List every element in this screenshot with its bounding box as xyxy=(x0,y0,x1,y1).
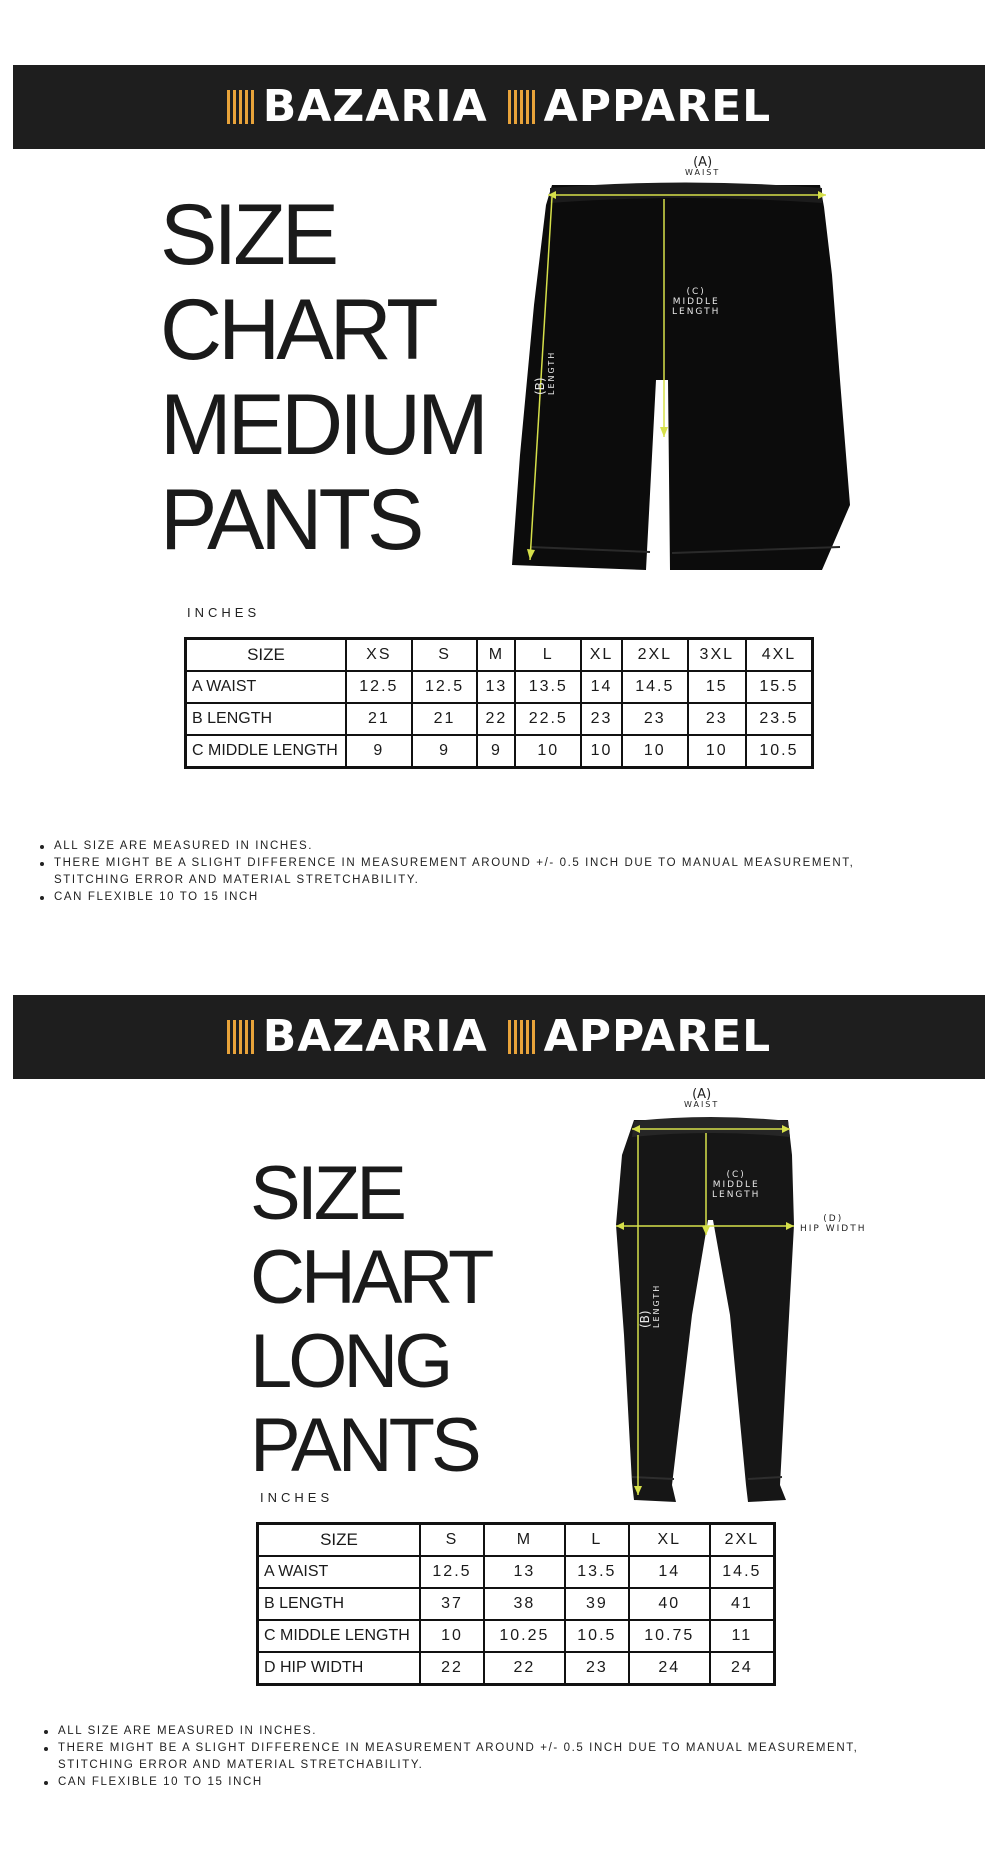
title-line: CHART xyxy=(160,282,435,378)
table-cell: 12.5 xyxy=(420,1556,484,1588)
annotation-letter: (C) xyxy=(726,1170,746,1180)
units-label: INCHES xyxy=(187,605,261,620)
table-row xyxy=(258,1652,775,1685)
long-pants-size-table xyxy=(256,1522,776,1686)
table-cell: 14 xyxy=(581,671,622,703)
table-corner-cell: SIZE xyxy=(258,1524,421,1557)
brand-banner xyxy=(13,995,985,1079)
table-cell: 22 xyxy=(484,1652,565,1685)
table-cell: 10.25 xyxy=(484,1620,565,1652)
brand-word-2: APPAREL xyxy=(543,1011,772,1062)
row-label: C MIDDLE LENGTH xyxy=(186,735,347,768)
table-cell: 24 xyxy=(710,1652,775,1685)
size-header: 4XL xyxy=(746,639,813,672)
size-header: M xyxy=(477,639,515,672)
page-title xyxy=(160,188,485,568)
units-label: INCHES xyxy=(260,1490,334,1505)
length-annotation xyxy=(640,1284,662,1328)
row-label: A WAIST xyxy=(186,671,347,703)
table-cell: 39 xyxy=(565,1588,629,1620)
table-cell: 14.5 xyxy=(622,671,688,703)
annotation-letter: (A) xyxy=(693,155,713,170)
table-row xyxy=(258,1620,775,1652)
table-cell: 13.5 xyxy=(565,1556,629,1588)
row-label: D HIP WIDTH xyxy=(258,1652,421,1685)
table-cell: 13 xyxy=(484,1556,565,1588)
table-cell: 15 xyxy=(688,671,746,703)
size-header: 2XL xyxy=(622,639,688,672)
row-label: C MIDDLE LENGTH xyxy=(258,1620,421,1652)
annotation-name: WAIST xyxy=(684,1100,720,1109)
table-cell: 10 xyxy=(622,735,688,768)
title-line: LONG xyxy=(250,1319,450,1404)
note-item: CAN FLEXIBLE 10 TO 15 INCH xyxy=(40,889,920,906)
table-cell: 21 xyxy=(412,703,478,735)
note-item: THERE MIGHT BE A SLIGHT DIFFERENCE IN MEASUREMENT AROUND +/- 0.5 INCH DUE TO MANUAL MEASUREMENT, STITCHING ERROR AND MATERIAL STRETCHABILITY. xyxy=(44,1740,924,1774)
annotation-name: MIDDLE xyxy=(672,297,720,307)
table-cell: 10.5 xyxy=(565,1620,629,1652)
annotation-name: MIDDLE xyxy=(712,1180,760,1190)
annotation-letter: (B) xyxy=(533,377,547,395)
annotation-name: LENGTH xyxy=(547,350,556,395)
size-header: M xyxy=(484,1524,565,1557)
table-cell: 9 xyxy=(346,735,412,768)
middle-length-annotation xyxy=(712,1170,760,1200)
title-line: CHART xyxy=(250,1235,491,1320)
table-cell: 13 xyxy=(477,671,515,703)
brand-banner xyxy=(13,65,985,149)
table-corner-cell: SIZE xyxy=(186,639,347,672)
table-header-row xyxy=(186,639,813,672)
shorts-illustration xyxy=(500,155,880,575)
annotation-letter: (B) xyxy=(638,1310,652,1328)
table-cell: 41 xyxy=(710,1588,775,1620)
logo-stripes-icon xyxy=(227,1020,257,1054)
logo-stripes-icon xyxy=(508,1020,538,1054)
table-cell: 22 xyxy=(477,703,515,735)
table-cell: 10.5 xyxy=(746,735,813,768)
table-cell: 15.5 xyxy=(746,671,813,703)
table-row xyxy=(186,671,813,703)
notes-list xyxy=(40,838,920,906)
note-item: THERE MIGHT BE A SLIGHT DIFFERENCE IN MEASUREMENT AROUND +/- 0.5 INCH DUE TO MANUAL MEASUREMENT, STITCHING ERROR AND MATERIAL STRETCHABILITY. xyxy=(40,855,920,889)
brand-word-1: BAZARIA xyxy=(262,81,488,132)
size-header: 2XL xyxy=(710,1524,775,1557)
logo-stripes-icon xyxy=(227,90,257,124)
table-cell: 23 xyxy=(565,1652,629,1685)
table-row xyxy=(186,735,813,768)
table-cell: 10.75 xyxy=(629,1620,710,1652)
logo-stripes-icon xyxy=(508,90,538,124)
brand-logo xyxy=(227,1011,772,1062)
annotation-name: LENGTH xyxy=(652,1283,661,1328)
middle-length-annotation xyxy=(672,287,720,317)
table-cell: 24 xyxy=(629,1652,710,1685)
annotation-name: WAIST xyxy=(685,168,721,177)
size-header: XL xyxy=(581,639,622,672)
length-annotation xyxy=(535,351,557,395)
table-row xyxy=(186,703,813,735)
size-header: L xyxy=(565,1524,629,1557)
annotation-name: LENGTH xyxy=(712,1190,761,1200)
brand-word-2: APPAREL xyxy=(543,81,772,132)
size-header: XL xyxy=(629,1524,710,1557)
title-line: PANTS xyxy=(160,472,421,568)
shorts-size-table xyxy=(184,637,814,769)
table-cell: 13.5 xyxy=(515,671,581,703)
table-cell: 9 xyxy=(477,735,515,768)
row-label: A WAIST xyxy=(258,1556,421,1588)
brand-logo xyxy=(227,81,772,132)
row-label: B LENGTH xyxy=(258,1588,421,1620)
size-header: S xyxy=(420,1524,484,1557)
table-cell: 37 xyxy=(420,1588,484,1620)
table-cell: 21 xyxy=(346,703,412,735)
table-cell: 14.5 xyxy=(710,1556,775,1588)
annotation-letter: (D) xyxy=(823,1214,844,1224)
table-cell: 10 xyxy=(515,735,581,768)
size-header: XS xyxy=(346,639,412,672)
annotation-letter: (A) xyxy=(692,1087,712,1102)
note-item: ALL SIZE ARE MEASURED IN INCHES. xyxy=(44,1723,924,1740)
table-cell: 38 xyxy=(484,1588,565,1620)
row-label: B LENGTH xyxy=(186,703,347,735)
table-cell: 23 xyxy=(581,703,622,735)
table-cell: 22 xyxy=(420,1652,484,1685)
brand-word-1: BAZARIA xyxy=(262,1011,488,1062)
table-cell: 10 xyxy=(420,1620,484,1652)
note-item: CAN FLEXIBLE 10 TO 15 INCH xyxy=(44,1774,924,1791)
size-header: S xyxy=(412,639,478,672)
table-cell: 23.5 xyxy=(746,703,813,735)
table-cell: 11 xyxy=(710,1620,775,1652)
annotation-name: HIP WIDTH xyxy=(800,1224,867,1234)
hip-width-annotation xyxy=(800,1214,866,1234)
note-item: ALL SIZE ARE MEASURED IN INCHES. xyxy=(40,838,920,855)
table-cell: 10 xyxy=(581,735,622,768)
table-row xyxy=(258,1588,775,1620)
annotation-name: LENGTH xyxy=(672,307,721,317)
table-cell: 10 xyxy=(688,735,746,768)
title-line: SIZE xyxy=(250,1151,403,1236)
table-cell: 14 xyxy=(629,1556,710,1588)
waist-annotation xyxy=(684,1087,720,1110)
annotation-letter: (C) xyxy=(686,287,706,297)
table-cell: 23 xyxy=(622,703,688,735)
table-cell: 9 xyxy=(412,735,478,768)
title-line: PANTS xyxy=(250,1403,478,1488)
table-header-row xyxy=(258,1524,775,1557)
table-cell: 40 xyxy=(629,1588,710,1620)
title-line: SIZE xyxy=(160,187,336,283)
table-row xyxy=(258,1556,775,1588)
page-title xyxy=(250,1152,490,1488)
size-header: L xyxy=(515,639,581,672)
table-cell: 12.5 xyxy=(346,671,412,703)
table-cell: 22.5 xyxy=(515,703,581,735)
table-cell: 12.5 xyxy=(412,671,478,703)
size-header: 3XL xyxy=(688,639,746,672)
waist-annotation xyxy=(685,155,721,178)
title-line: MEDIUM xyxy=(160,377,485,473)
table-cell: 23 xyxy=(688,703,746,735)
notes-list xyxy=(44,1723,924,1791)
